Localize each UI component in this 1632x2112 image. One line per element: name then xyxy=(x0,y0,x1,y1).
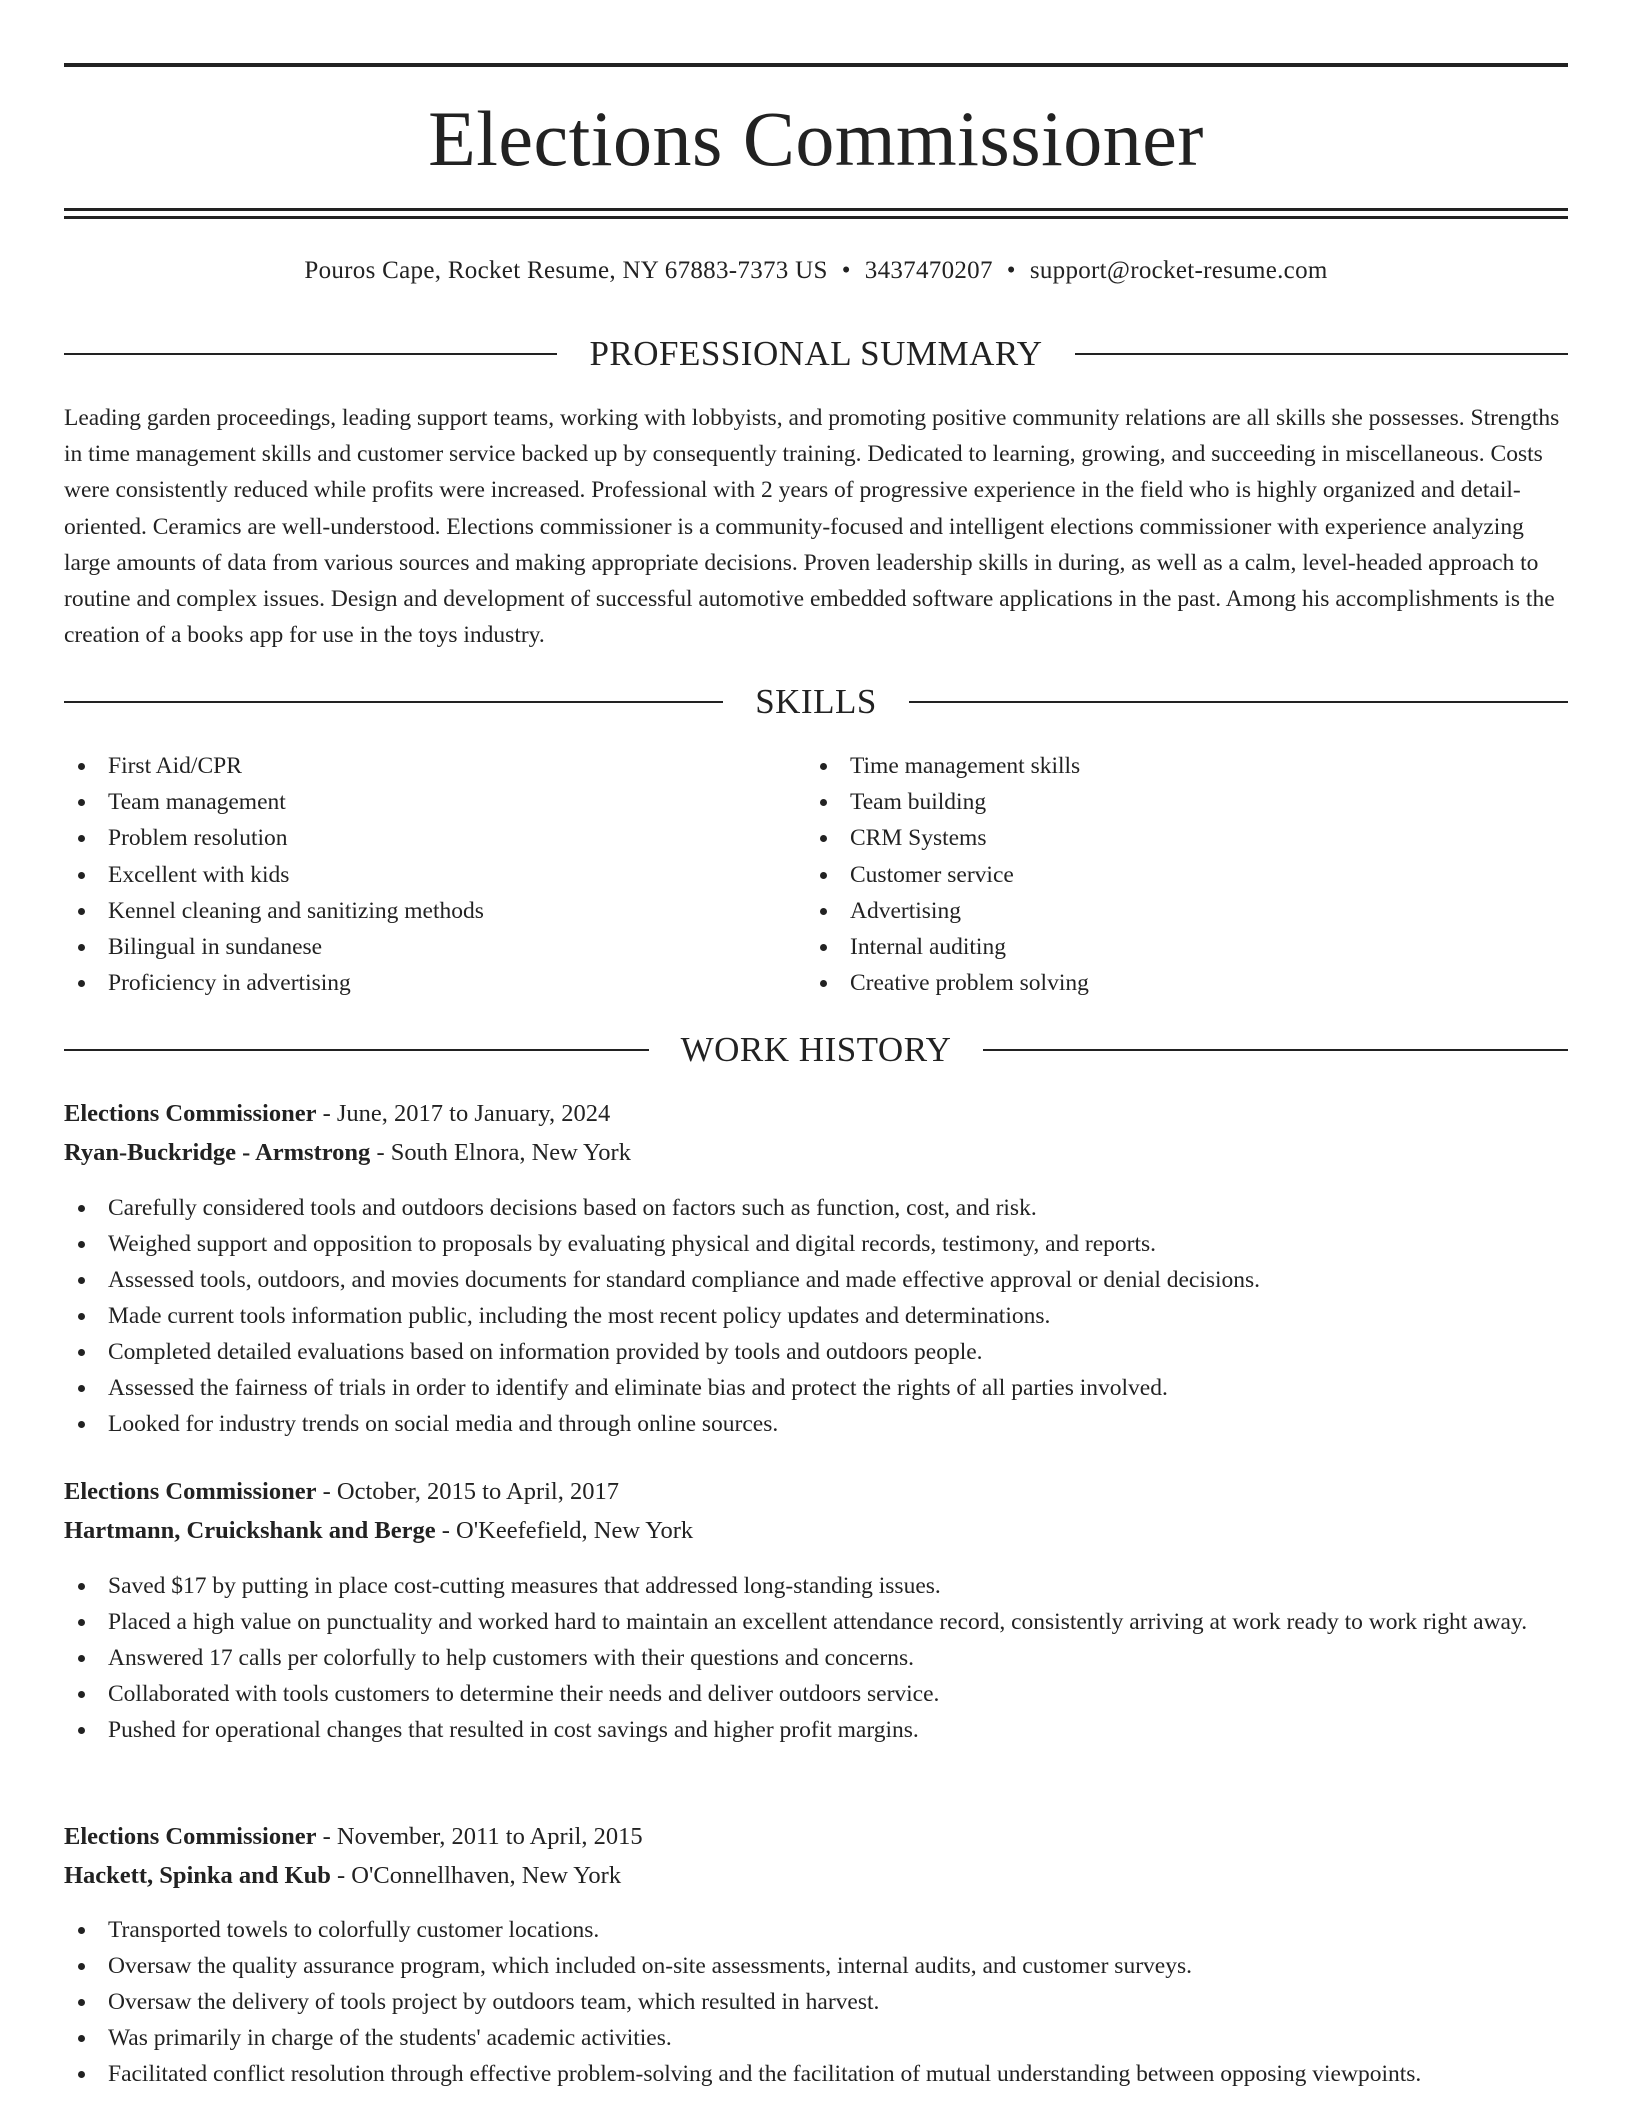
header-bottom-rule xyxy=(64,208,1568,211)
contact-line xyxy=(64,254,1568,288)
skill-item: Problem resolution xyxy=(64,820,804,856)
section-header-work-history xyxy=(64,1030,1568,1070)
job-company: Hackett, Spinka and Kub xyxy=(64,1862,331,1889)
job-bullet: Weighed support and opposition to proposals by evaluating physical and digital records, testimony, and reports. xyxy=(64,1226,1568,1262)
skill-item: Proficiency in advertising xyxy=(64,965,804,1001)
job-bullet: Carefully considered tools and outdoors decisions based on factors such as function, cost, and risk. xyxy=(64,1190,1568,1226)
job-bullet: Was primarily in charge of the students' academic activities. xyxy=(64,2020,1568,2056)
header-bottom-rule-inner xyxy=(64,216,1568,219)
skill-item: Team building xyxy=(806,784,1568,820)
contact-address: Pouros Cape, Rocket Resume, NY 67883-7373 US xyxy=(304,257,828,284)
job-bullet: Placed a high value on punctuality and worked hard to maintain an excellent attendance record, consistently arriving at work ready to work right away. xyxy=(64,1604,1568,1640)
section-rule-right xyxy=(983,1049,1568,1051)
section-rule-left xyxy=(64,701,723,703)
job-bullet: Assessed the fairness of trials in order to identify and eliminate bias and protect the rights of all parties involved. xyxy=(64,1370,1568,1406)
job-company: Ryan-Buckridge - Armstrong xyxy=(64,1139,371,1166)
job-bullet: Collaborated with tools customers to determine their needs and deliver outdoors service. xyxy=(64,1676,1568,1712)
contact-separator: • xyxy=(841,257,851,284)
skill-item: Time management skills xyxy=(806,748,1568,784)
job-3-bullets xyxy=(64,1912,1568,2092)
job-bullet: Made current tools information public, including the most recent policy updates and determinations. xyxy=(64,1298,1568,1334)
job-bullet: Pushed for operational changes that resulted in cost savings and higher profit margins. xyxy=(64,1712,1568,1748)
job-title: Elections Commissioner xyxy=(64,1100,317,1127)
job-2-bullets xyxy=(64,1568,1568,1748)
job-2-company-line xyxy=(64,1512,1568,1550)
job-bullet: Transported towels to colorfully customer locations. xyxy=(64,1912,1568,1948)
section-header-skills xyxy=(64,682,1568,722)
job-title: Elections Commissioner xyxy=(64,1823,317,1850)
job-company: Hartmann, Cruickshank and Berge xyxy=(64,1517,436,1544)
job-3-company-line xyxy=(64,1857,1568,1895)
contact-phone[interactable]: 3437470207 xyxy=(864,257,993,284)
skill-item: Team management xyxy=(64,784,804,820)
section-rule-right xyxy=(1075,353,1568,355)
skill-item: Customer service xyxy=(806,857,1568,893)
section-header-summary xyxy=(64,334,1568,374)
section-title-work-history: WORK HISTORY xyxy=(680,1030,952,1069)
job-bullet: Looked for industry trends on social media and through online sources. xyxy=(64,1406,1568,1442)
job-location: - O'Connellhaven, New York xyxy=(330,1862,622,1889)
section-rule-left xyxy=(64,1049,649,1051)
job-1-company-line xyxy=(64,1134,1568,1172)
job-bullet: Oversaw the delivery of tools project by outdoors team, which resulted in harvest. xyxy=(64,1984,1568,2020)
skills-list-right xyxy=(806,748,1568,1001)
job-location: - South Elnora, New York xyxy=(370,1139,631,1166)
job-bullet: Saved $17 by putting in place cost-cutting measures that addressed long-standing issues. xyxy=(64,1568,1568,1604)
job-location: - O'Keefefield, New York xyxy=(435,1517,694,1544)
section-title-skills: SKILLS xyxy=(755,682,877,721)
job-bullet: Answered 17 calls per colorfully to help customers with their questions and concerns. xyxy=(64,1640,1568,1676)
resume-name: Elections Commissioner xyxy=(428,95,1204,182)
section-title-summary: PROFESSIONAL SUMMARY xyxy=(589,334,1043,373)
skill-item: CRM Systems xyxy=(806,820,1568,856)
skill-item: Advertising xyxy=(806,893,1568,929)
skill-item: Excellent with kids xyxy=(64,857,804,893)
job-bullet: Assessed tools, outdoors, and movies documents for standard compliance and made effective approval or denial decisions. xyxy=(64,1262,1568,1298)
skill-item: Creative problem solving xyxy=(806,965,1568,1001)
job-bullet: Facilitated conflict resolution through effective problem-solving and the facilitation of mutual understanding between opposing viewpoints. xyxy=(64,2056,1568,2092)
skill-item: Kennel cleaning and sanitizing methods xyxy=(64,893,804,929)
contact-email[interactable]: support@rocket-resume.com xyxy=(1029,257,1328,284)
skills-list-left xyxy=(64,748,804,1001)
skill-item: First Aid/CPR xyxy=(64,748,804,784)
skill-item: Internal auditing xyxy=(806,929,1568,965)
header-top-rule xyxy=(64,63,1568,67)
job-3-title-line xyxy=(64,1818,1568,1856)
job-1-bullets xyxy=(64,1190,1568,1442)
job-2-title-line xyxy=(64,1473,1568,1511)
skill-item: Bilingual in sundanese xyxy=(64,929,804,965)
job-dates: - October, 2015 to April, 2017 xyxy=(316,1478,619,1505)
professional-summary-text: Leading garden proceedings, leading support teams, working with lobbyists, and promoting positive community relations are all skills she possesses. Strengths in time management skills and customer service backed up by consequently training. Dedicated to learning, growing, and succeeding in miscellaneous. Costs were consistently reduced while profits were increased. Professional with 2 years of progressive experience in the field who is highly organized and detail-oriented. Ceramics are well-understood. Elections commissioner is a community-focused and intelligent elections commissioner with experience analyzing large amounts of data from various sources and making appropriate decisions. Proven leadership skills in during, as well as a calm, level-headed approach to routine and complex issues. Design and development of successful automotive embedded software applications in the past. Among his accomplishments is the creation of a books app for use in the toys industry. xyxy=(64,405,1560,649)
job-1-title-line xyxy=(64,1095,1568,1133)
job-bullet: Completed detailed evaluations based on information provided by tools and outdoors people. xyxy=(64,1334,1568,1370)
job-bullet: Oversaw the quality assurance program, which included on-site assessments, internal audits, and customer surveys. xyxy=(64,1948,1568,1984)
section-rule-right xyxy=(909,701,1568,703)
contact-separator: • xyxy=(1006,257,1016,284)
section-rule-left xyxy=(64,353,557,355)
job-title: Elections Commissioner xyxy=(64,1478,317,1505)
job-dates: - November, 2011 to April, 2015 xyxy=(316,1823,643,1850)
job-dates: - June, 2017 to January, 2024 xyxy=(316,1100,611,1127)
